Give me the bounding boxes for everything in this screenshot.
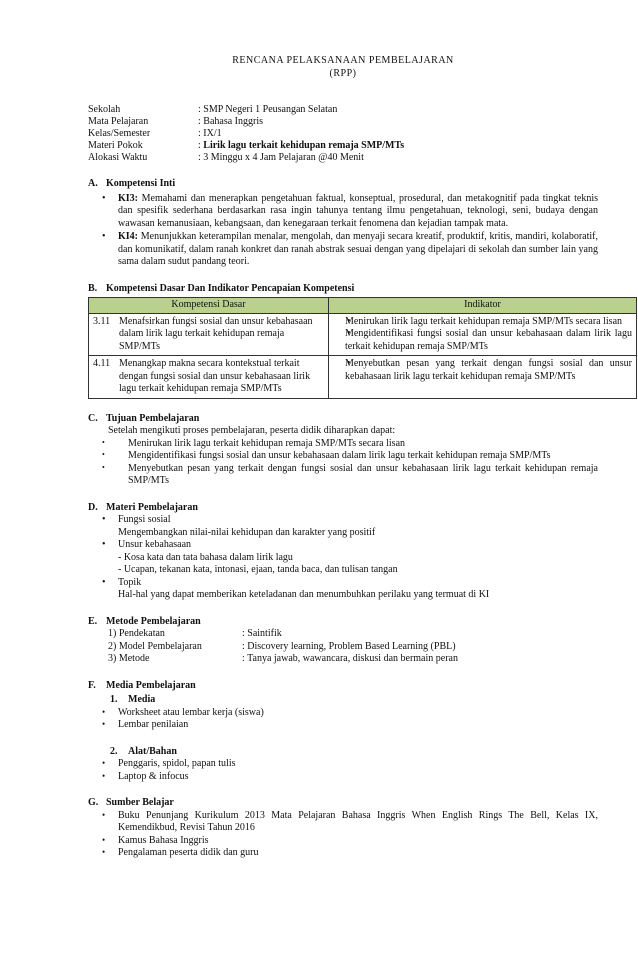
media-subheading: 1. Media: [110, 694, 156, 705]
section-f-heading: F. Media Pembelajaran: [88, 679, 196, 691]
info-row-alokasi: Alokasi Waktu : 3 Minggu x 4 Jam Pelajaran @40 Menit: [88, 152, 364, 163]
tujuan-intro: Setelah mengikuti proses pembelajaran, peserta didik diharapkan dapat:: [108, 425, 396, 436]
list-item: • Pengalaman peserta didik dan guru: [88, 847, 598, 860]
info-row-mapel: Mata Pelajaran : Bahasa Inggris: [88, 116, 263, 127]
info-row-sekolah: Sekolah : SMP Negeri 1 Peusangan Selatan: [88, 104, 338, 115]
identity-block: [88, 104, 598, 164]
ki4-item: • KI4: Menunjukkan keterampilan menalar, mengolah, dan menyaji secara kreatif, produktif, kritis, mandiri, kolaboratif, dan komunikatif, dalam ranah konkret dan ranah abstrak sesuai dengan yang dipelajari di sekolah dan sumber lain yang sama dalam sudut pandang teori.: [88, 231, 598, 269]
table-header-indikator: Indikator: [329, 298, 637, 314]
section-d: [88, 502, 598, 602]
rpp-document: [88, 55, 632, 860]
alat-subheading: 2. Alat/Bahan: [110, 745, 177, 757]
list-item: • Lembar penilaian: [88, 719, 598, 732]
info-row-materi: Materi Pokok : Lirik lagu terkait kehidupan remaja SMP/MTs: [88, 140, 405, 151]
section-f: [88, 680, 598, 784]
table-row: 4.11 Menangkap makna secara kontekstual terkait dengan fungsi sosial dan unsur kebahasaan lirik lagu terkait kehidupan remaja SMP/MTs • Menyebutkan pesan yang terkait dengan fungsi sosial dan unsur kebahasaan lirik lagu terkait kehidupan remaja SMP/MTs: [89, 356, 637, 399]
section-e-heading: E. Metode Pembelajaran: [88, 615, 201, 627]
list-item: • Buku Penunjang Kurikulum 2013 Mata Pelajaran Bahasa Inggris When English Rings The Bell, Kelas IX, Kemendikbud, Revisi Tahun 2016: [88, 810, 598, 835]
section-c-heading: C. Tujuan Pembelajaran: [88, 412, 200, 424]
list-item: • Unsur kebahasaan: [88, 539, 598, 552]
ki3-item: • KI3: Memahami dan menerapkan pengetahuan faktual, konseptual, prosedural, dan metakognitif pada tingkat teknis dan spesifik sederhana berdasarkan rasa ingin tahunya tentang ilmu pengetahuan, teknologi, seni, budaya dengan wawasan kemanusiaan, kebangsaan, dan kenegaraan terkait fenomena dan kejadian tampak mata.: [88, 193, 598, 231]
topik-text: Hal-hal yang dapat memberikan keteladanan dan menumbuhkan perilaku yang termuat di KI: [118, 589, 490, 600]
list-item: • Fungsi sosial: [88, 514, 598, 527]
title-line-1: RENCANA PELAKSANAAN PEMBELAJARAN: [232, 55, 454, 66]
materi-list: [88, 514, 598, 527]
document-title: [88, 55, 598, 80]
info-row-kelas: Kelas/Semester : IX/1: [88, 128, 222, 139]
unsur-item: - Kosa kata dan tata bahasa dalam lirik lagu: [118, 551, 293, 563]
indicator-item: • Mengidentifikasi fungsi sosial dan unsur kebahasaan dalam lirik lagu terkait kehidupan remaja SMP/MTs: [333, 328, 632, 353]
title-line-2: (RPP): [329, 67, 357, 79]
list-item: • Menirukan lirik lagu terkait kehidupan remaja SMP/MTs secara lisan: [88, 438, 598, 451]
list-item: • Penggaris, spidol, papan tulis: [88, 758, 598, 771]
list-item: • Worksheet atau lembar kerja (siswa): [88, 707, 598, 720]
section-c: [88, 413, 598, 488]
table-row: 3.11 Menafsirkan fungsi sosial dan unsur kebahasaan dalam lirik lagu terkait kehidupan remaja SMP/MTs • Menirukan lirik lagu terkait kehidupan remaja SMP/MTs secara lisan • Mengidentifikasi fungsi sosial dan unsur kebahasaan dalam lirik lagu terkait kehidupan remaja SMP/MTs: [89, 313, 637, 356]
kd-indicator-table: [88, 297, 637, 399]
section-a-heading: A. Kompetensi Inti: [88, 178, 176, 189]
section-g-heading: G. Sumber Belajar: [88, 797, 174, 808]
list-item: • Topik: [88, 577, 598, 590]
list-item: • Laptop & infocus: [88, 771, 598, 784]
section-e: [88, 616, 598, 666]
list-item: • Mengidentifikasi fungsi sosial dan unsur kebahasaan dalam lirik lagu terkait kehidupan remaja SMP/MTs: [88, 450, 598, 463]
section-b: [88, 282, 632, 399]
list-item: • Kamus Bahasa Inggris: [88, 835, 598, 848]
indicator-item: • Menyebutkan pesan yang terkait dengan fungsi sosial dan unsur kebahasaan lirik lagu terkait kehidupan remaja SMP/MTs: [333, 358, 632, 383]
ki-list: [88, 193, 598, 269]
list-item: • Menyebutkan pesan yang terkait dengan fungsi sosial dan unsur kebahasaan lirik lagu terkait kehidupan remaja SMP/MTs: [88, 463, 598, 488]
section-g: [88, 797, 598, 860]
metode-row: 2) Model Pembelajaran : Discovery learning, Problem Based Learning (PBL): [108, 640, 456, 652]
metode-row: 3) Metode : Tanya jawab, wawancara, diskusi dan bermain peran: [108, 653, 458, 664]
indicator-item: • Menirukan lirik lagu terkait kehidupan remaja SMP/MTs secara lisan: [333, 316, 632, 329]
table-header-kd: Kompetensi Dasar: [89, 298, 329, 314]
fungsi-text: Mengembangkan nilai-nilai kehidupan dan karakter yang positif: [118, 526, 376, 538]
section-d-heading: D. Materi Pembelajaran: [88, 501, 198, 513]
tujuan-list: [88, 438, 598, 488]
section-b-heading: B. Kompetensi Dasar Dan Indikator Pencapaian Kompetensi: [88, 282, 355, 294]
metode-row: 1) Pendekatan : Saintifik: [108, 628, 282, 639]
unsur-item: - Ucapan, tekanan kata, intonasi, ejaan, tanda baca, dan tulisan tangan: [118, 564, 398, 575]
section-a: [88, 178, 598, 269]
